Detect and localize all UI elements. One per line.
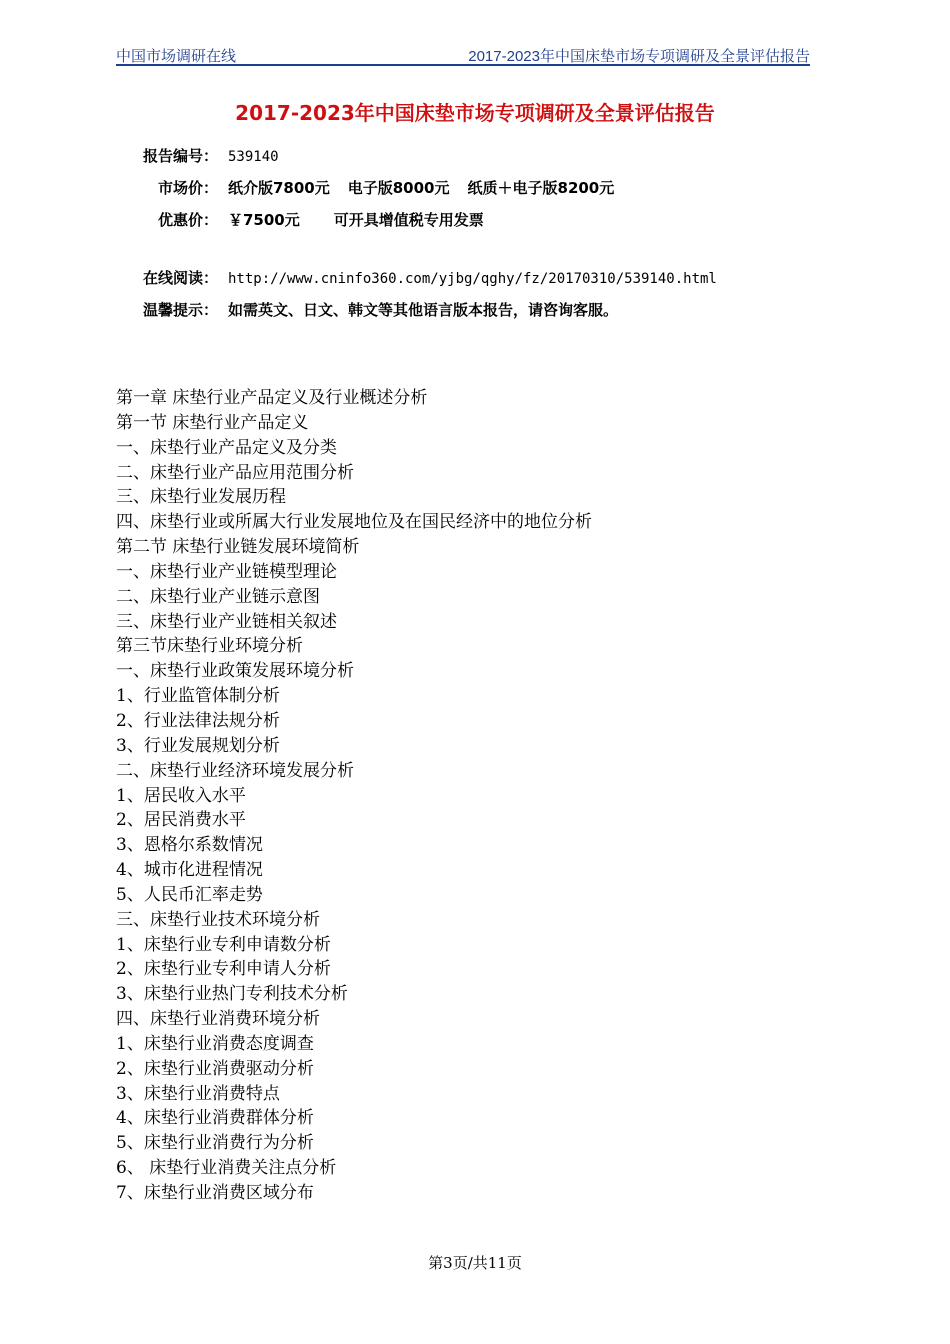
page-header: [116, 44, 810, 66]
report-title: 2017-2023年中国床垫市场专项调研及全景评估报告: [235, 101, 715, 125]
tip-row: [116, 299, 618, 321]
toc-item: 一、床垫行业产品定义及分类: [116, 437, 337, 458]
online-reading-link[interactable]: http://www.cninfo360.com/yjbg/qghy/fz/20170310/539140.html: [228, 271, 717, 287]
toc-item: 二、床垫行业经济环境发展分析: [116, 760, 354, 781]
toc-item: 第三节床垫行业环境分析: [116, 636, 303, 657]
toc-item: 第二节 床垫行业链发展环境简析: [116, 537, 360, 558]
toc-item: 4、床垫行业消费群体分析: [116, 1108, 314, 1129]
toc-item: 2、居民消费水平: [116, 810, 246, 831]
toc-item: 一、床垫行业政策发展环境分析: [116, 661, 354, 682]
toc-item: 2、行业法律法规分析: [116, 710, 280, 731]
toc-item: 三、床垫行业产业链相关叙述: [116, 611, 337, 632]
toc-item: 第一节 床垫行业产品定义: [116, 412, 309, 433]
toc-item: 1、床垫行业消费态度调查: [116, 1033, 314, 1054]
toc-item: 3、恩格尔系数情况: [116, 835, 263, 856]
market-price-row: [116, 177, 614, 199]
report-number-label: 报告编号：: [142, 147, 218, 165]
toc-item: 5、床垫行业消费行为分析: [116, 1133, 314, 1154]
online-reading-row: [116, 267, 717, 289]
toc-item: 二、床垫行业产品应用范围分析: [116, 462, 354, 483]
toc-item: 2、床垫行业消费驱动分析: [116, 1058, 314, 1079]
tip-value: 如需英文、日文、韩文等其他语言版本报告，请咨询客服。: [228, 301, 619, 319]
market-price-label: 市场价：: [157, 179, 218, 197]
toc-item: 2、床垫行业专利申请人分析: [116, 959, 331, 980]
toc-item: 5、人民币汇率走势: [116, 884, 263, 905]
toc-item: 3、行业发展规划分析: [116, 735, 280, 756]
toc-item: 1、床垫行业专利申请数分析: [116, 934, 331, 955]
toc-item: 二、床垫行业产业链示意图: [116, 586, 320, 607]
toc-item: 4、城市化进程情况: [116, 860, 263, 881]
toc-item: 1、居民收入水平: [116, 785, 246, 806]
toc-item: 三、床垫行业发展历程: [116, 487, 286, 508]
invoice-note: 可开具增值税专用发票: [333, 211, 484, 229]
report-number-value: 539140: [228, 149, 279, 165]
toc-item: 一、床垫行业产业链模型理论: [116, 561, 337, 582]
toc-item: 3、床垫行业消费特点: [116, 1083, 280, 1104]
toc-item: 四、床垫行业消费环境分析: [116, 1009, 320, 1030]
price-electronic: 电子版8000元: [347, 179, 450, 197]
report-number-row: [116, 145, 279, 167]
toc-item: 1、行业监管体制分析: [116, 686, 280, 707]
header-report-title: 2017-2023年中国床垫市场专项调研及全景评估报告: [468, 48, 810, 65]
online-reading-label: 在线阅读：: [142, 269, 218, 287]
header-site-name: 中国市场调研在线: [116, 48, 237, 65]
table-of-contents: [116, 386, 816, 1206]
toc-item: 3、床垫行业热门专利技术分析: [116, 984, 348, 1005]
tip-label: 温馨提示：: [142, 301, 218, 319]
toc-item: 第一章 床垫行业产品定义及行业概述分析: [116, 388, 428, 408]
price-combo: 纸质＋电子版8200元: [467, 179, 615, 197]
toc-item: 7、床垫行业消费区域分布: [116, 1183, 314, 1203]
page-number: 第3页/共11页: [428, 1254, 522, 1272]
price-paper: 纸介版7800元: [228, 179, 330, 197]
discount-price-label: 优惠价：: [157, 211, 218, 229]
toc-item: 6、 床垫行业消费关注点分析: [116, 1158, 337, 1179]
discount-price-row: [116, 209, 484, 231]
discount-price-value: ￥7500元: [228, 211, 300, 229]
toc-item: 四、床垫行业或所属大行业发展地位及在国民经济中的地位分析: [116, 512, 592, 533]
toc-item: 三、床垫行业技术环境分析: [116, 909, 320, 930]
